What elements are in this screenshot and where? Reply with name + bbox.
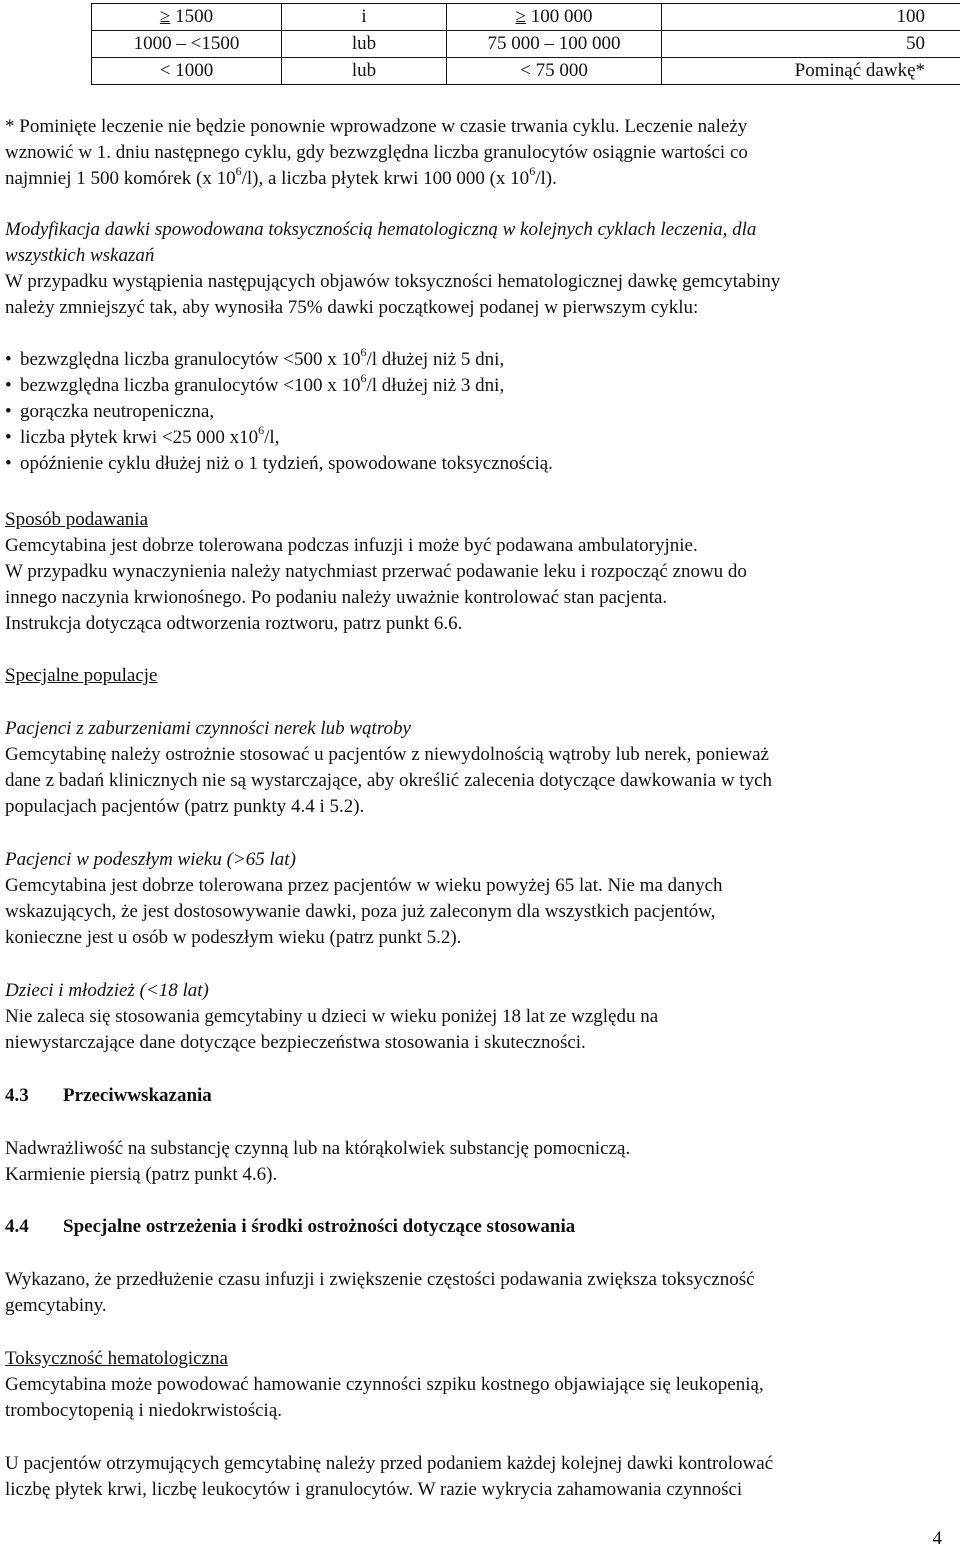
list-item: • liczba płytek krwi <25 000 $x10^6/l$, [5,425,940,451]
platelet-count-cell: 75 000 – 100 000 [447,31,662,58]
renal-hepatic-section [5,716,940,820]
section-heading: Toksyczność hematologiczna [5,1346,940,1372]
paragraph-line: Instrukcja dotycząca odtworzenia roztworu, patrz punkt 6.6. [5,611,940,637]
children-section [5,978,940,1056]
dose-percent-cell: 100 [662,4,960,31]
monitoring-paragraph [5,1451,940,1503]
footnote-line: najmniej 1 500 komórek (x $10^6/l$), a liczba płytek krwi 100 000 (x $10^6/l$). [5,166,940,192]
conjunction-cell: lub [282,31,447,58]
section-4-3-body [5,1136,940,1188]
platelet-count-cell: < 75 000 [447,58,662,85]
table-row [92,4,960,31]
list-item: • gorączka neutropeniczna, [5,399,940,425]
paragraph-line: Karmienie piersią (patrz punkt 4.6). [5,1162,940,1188]
paragraph-line: Gemcytabina jest dobrze tolerowana podczas infuzji i może być podawana ambulatoryjnie. [5,533,940,559]
section-subtitle: wszystkich wskazań [5,243,940,269]
paragraph-line: W przypadku wynaczynienia należy natychmiast przerwać podawanie leku i rozpocząć znowu do [5,559,940,585]
paragraph-line: należy zmniejszyć tak, aby wynosiła 75% dawki początkowej podanej w pierwszym cyklu: [5,295,940,321]
paragraph-line: Gemcytabinę należy ostrożnie stosować u pacjentów z niewydolnością wątroby lub nerek, ponieważ [5,742,940,768]
paragraph-line: gemcytabiny. [5,1293,940,1319]
section-heading: 4.4 Specjalne ostrzeżenia i środki ostrożności dotyczące stosowania [5,1214,940,1240]
platelet-count-cell: ≥ 100 000 [447,4,662,31]
page-number: 4 [933,1526,943,1552]
section-4-3 [5,1083,940,1109]
dose-modification-section [5,217,940,321]
section-4-4-body [5,1267,940,1319]
paragraph-line: niewystarczające dane dotyczące bezpieczeństwa stosowania i skuteczności. [5,1030,940,1056]
paragraph-line: Gemcytabina może powodować hamowanie czynności szpiku kostnego objawiające się leukopenią, [5,1372,940,1398]
toxicity-bullet-list [5,347,940,477]
granulocyte-count-cell: < 1000 [92,58,282,85]
dose-percent-cell: 50 [662,31,960,58]
footnote-line: * Pominięte leczenie nie będzie ponownie wprowadzone w czasie trwania cyklu. Leczenie należy [5,114,940,140]
paragraph-line: Nadwrażliwość na substancję czynną lub na którąkolwiek substancję pomocniczą. [5,1136,940,1162]
paragraph-line: liczbę płytek krwi, liczbę leukocytów i granulocytów. W razie wykrycia zahamowania czynności [5,1477,940,1503]
hematologic-toxicity-section [5,1346,940,1424]
section-subtitle: Modyfikacja dawki spowodowana toksycznością hematologiczną w kolejnych cyklach leczenia, dla [5,217,940,243]
section-subtitle: Dzieci i młodzież (<18 lat) [5,978,940,1004]
granulocyte-count-cell: 1000 – <1500 [92,31,282,58]
table-row [92,31,960,58]
paragraph-line: konieczne jest u osób w podeszłym wieku (patrz punkt 5.2). [5,925,940,951]
granulocyte-count-cell: ≥ 1500 [92,4,282,31]
conjunction-cell: i [282,4,447,31]
paragraph-line: Wykazano, że przedłużenie czasu infuzji i zwiększenie częstości podawania zwiększa toksyczność [5,1267,940,1293]
dose-percent-cell: Pominąć dawkę* [662,58,960,85]
section-heading: Specjalne populacje [5,663,940,689]
list-item: • bezwzględna liczba granulocytów <100 x $10^6/l$ dłużej niż 3 dni, [5,373,940,399]
section-4-4 [5,1214,940,1240]
dose-table [91,3,960,85]
section-subtitle: Pacjenci z zaburzeniami czynności nerek lub wątroby [5,716,940,742]
conjunction-cell: lub [282,58,447,85]
greater-or-equal-symbol: ≥ [160,6,170,27]
elderly-section [5,847,940,951]
list-item: • opóźnienie cyklu dłużej niż o 1 tydzień, spowodowane toksycznością. [5,451,940,477]
paragraph-line: U pacjentów otrzymujących gemcytabinę należy przed podaniem każdej kolejnej dawki kontrolować [5,1451,940,1477]
paragraph-line: Nie zaleca się stosowania gemcytabiny u dzieci w wieku poniżej 18 lat ze względu na [5,1004,940,1030]
section-subtitle: Pacjenci w podeszłym wieku (>65 lat) [5,847,940,873]
paragraph-line: W przypadku wystąpienia następujących objawów toksyczności hematologicznej dawkę gemcytabiny [5,269,940,295]
list-item: • bezwzględna liczba granulocytów <500 x $10^6/l$ dłużej niż 5 dni, [5,347,940,373]
section-heading: Sposób podawania [5,507,940,533]
footnote [5,114,940,192]
paragraph-line: trombocytopenią i niedokrwistością. [5,1398,940,1424]
section-heading: 4.3 Przeciwwskazania [5,1083,940,1109]
greater-or-equal-symbol: ≥ [516,6,526,27]
table-row [92,58,960,85]
paragraph-line: dane z badań klinicznych nie są wystarczające, aby określić zalecenia dotyczące dawkowania w tych [5,768,940,794]
footnote-line: wznowić w 1. dniu następnego cyklu, gdy bezwzględna liczba granulocytów osiągnie wartości co [5,140,940,166]
administration-section [5,507,940,637]
paragraph-line: Gemcytabina jest dobrze tolerowana przez pacjentów w wieku powyżej 65 lat. Nie ma danych [5,873,940,899]
paragraph-line: innego naczynia krwionośnego. Po podaniu należy uważnie kontrolować stan pacjenta. [5,585,940,611]
paragraph-line: populacjach pacjentów (patrz punkty 4.4 i 5.2). [5,794,940,820]
special-populations-heading-block [5,663,940,689]
paragraph-line: wskazujących, że jest dostosowywanie dawki, poza już zaleconym dla wszystkich pacjentów, [5,899,940,925]
